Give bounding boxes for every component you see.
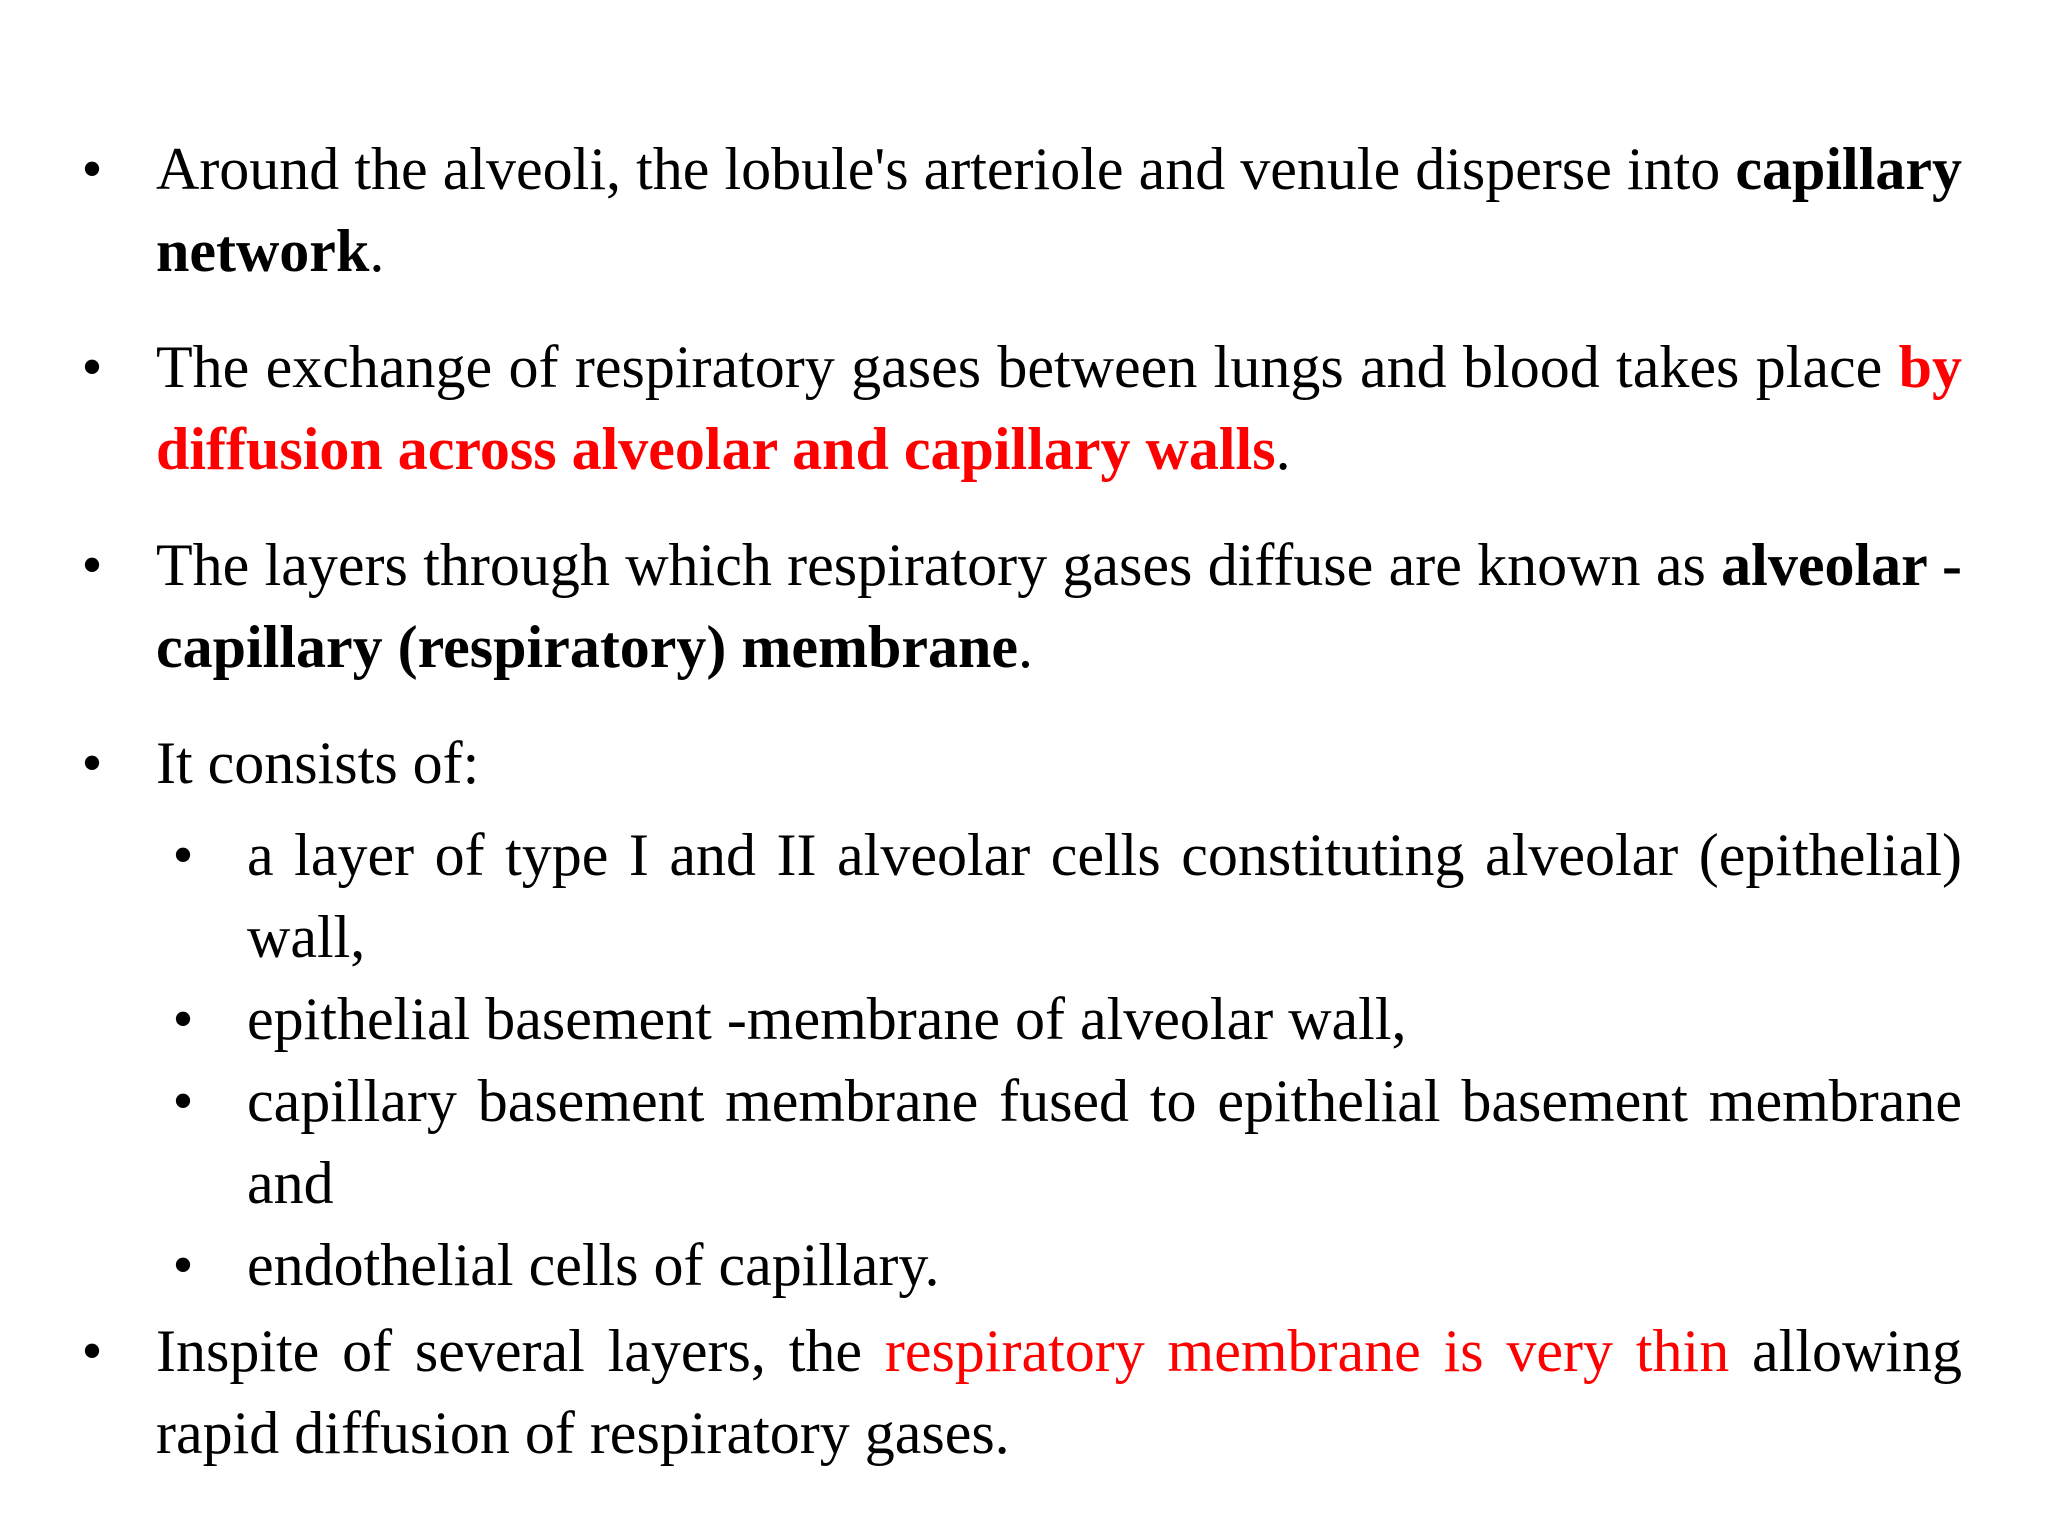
item-text-end: . <box>369 218 385 284</box>
sub-item-alveolar-cells <box>72 814 1962 978</box>
bullet-icon: • <box>81 136 103 202</box>
sub-item-epithelial-basement <box>72 978 1962 1060</box>
item-text: It consists of: <box>156 730 480 796</box>
item-text: The exchange of respiratory gases between lungs and blood takes place <box>156 334 1899 400</box>
item-highlight-text: by diffusion across alveolar and capillary walls <box>156 334 1962 482</box>
item-text: Inspite of several layers, the <box>156 1318 885 1384</box>
sub-bullet-icon: • <box>172 1232 194 1298</box>
sub-item-endothelial-cells <box>72 1224 1962 1306</box>
item-text-end: . <box>1018 614 1034 680</box>
bullet-item-respiratory-membrane <box>72 524 1962 688</box>
sub-item-capillary-basement <box>72 1060 1962 1224</box>
bullet-item-capillary-network <box>72 128 1962 292</box>
bullet-icon: • <box>81 730 103 796</box>
bullet-icon: • <box>81 532 103 598</box>
item-bold-text: alveolar - capillary (respiratory) membrane <box>156 532 1962 680</box>
sub-bullet-list <box>72 814 1962 1306</box>
bullet-list <box>72 128 1962 1474</box>
bullet-item-consists-of <box>72 722 1962 804</box>
sub-item-text: a layer of type I and II alveolar cells constituting alveolar (epithelial) wall, <box>247 822 1962 970</box>
item-text-end: allowing rapid diffusion of respiratory gases. <box>156 1318 1962 1466</box>
item-highlight-text: respiratory membrane is very thin <box>884 1318 1730 1384</box>
bullet-icon: • <box>81 334 103 400</box>
bullet-item-gas-exchange <box>72 326 1962 490</box>
item-text-end: . <box>1275 416 1291 482</box>
sub-item-text: capillary basement membrane fused to epithelial basement membrane and <box>247 1068 1962 1216</box>
sub-bullet-icon: • <box>172 822 194 888</box>
bullet-icon: • <box>81 1318 103 1384</box>
item-text: The layers through which respiratory gases diffuse are known as <box>156 532 1722 598</box>
bullet-item-thin-membrane <box>72 1310 1962 1474</box>
item-bold-text: capillary network <box>156 136 1962 284</box>
sub-bullet-icon: • <box>172 986 194 1052</box>
sub-bullet-icon: • <box>172 1068 194 1134</box>
sub-item-text: epithelial basement -membrane of alveolar wall, <box>247 986 1407 1052</box>
item-text: Around the alveoli, the lobule's arteriole and venule disperse into <box>156 136 1736 202</box>
sub-item-text: endothelial cells of capillary. <box>247 1232 940 1298</box>
